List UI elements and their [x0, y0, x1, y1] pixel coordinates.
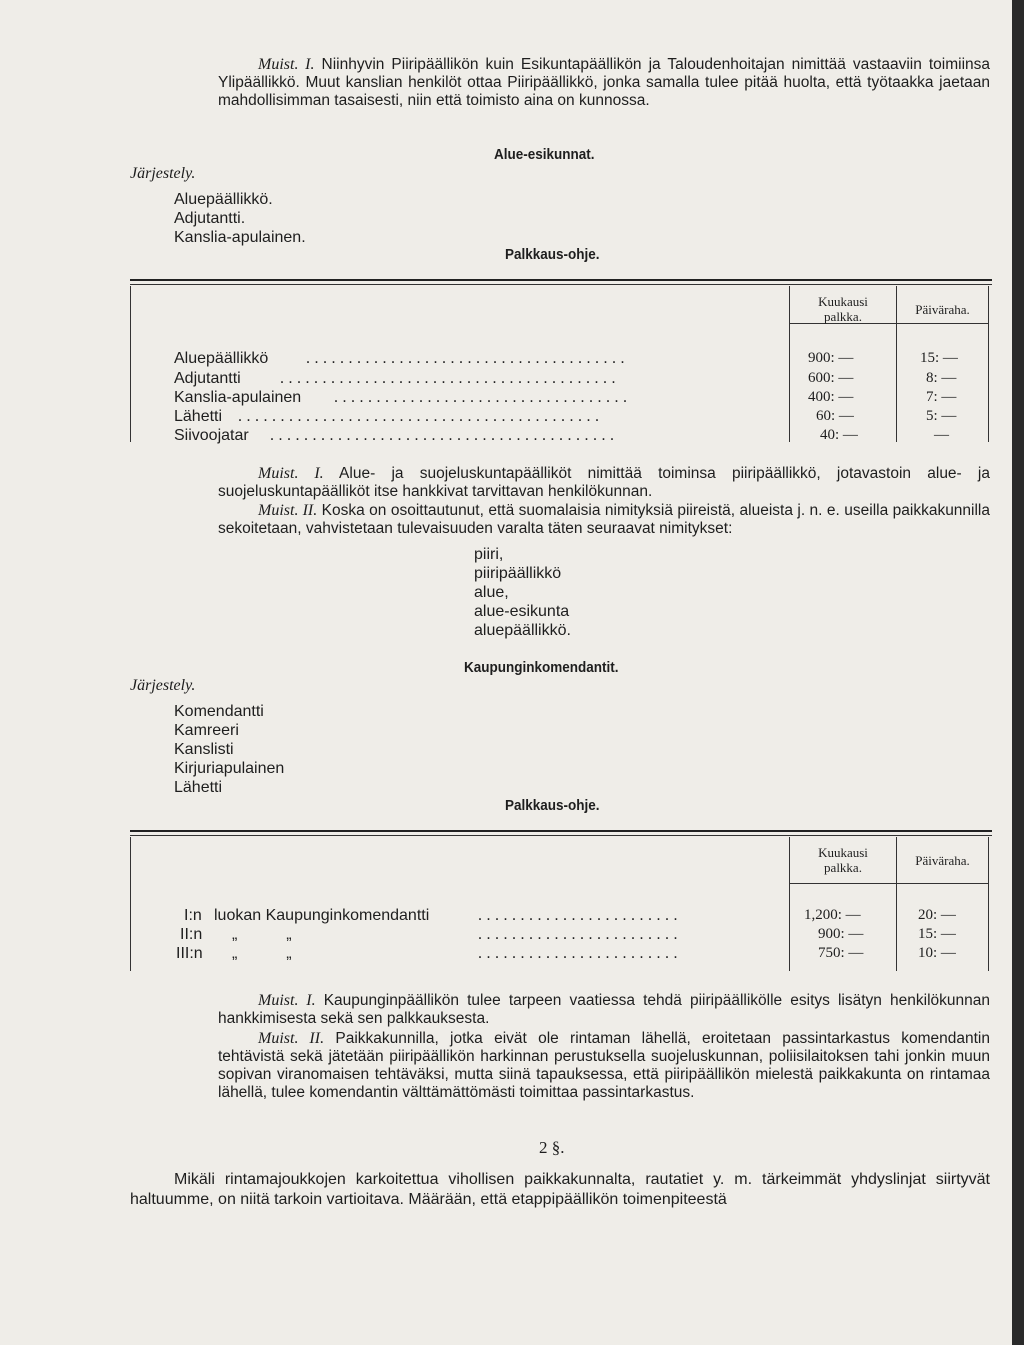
staff-item: Kamreeri	[174, 722, 239, 739]
table-row: Adjutantti ........................................ 600: — 8: —	[174, 370, 957, 387]
staff-item: Komendantti	[174, 703, 264, 720]
page-edge-shadow	[1012, 0, 1024, 1345]
section1-salary-heading: Palkkaus-ohje.	[505, 246, 600, 263]
table-row: II:n „ „ ........................ 900: — 15: —	[180, 926, 956, 943]
table-row: Lähetti ........................................... 60: — 5: —	[174, 408, 957, 425]
section1-note1: Muist. I. Alue- ja suojeluskuntapäälliköt nimittää toiminsa piiripäällikkö, jotavastoin alue- ja suojeluskuntapäälliköt itse hankkivat tarvittavan henkilökunnan.	[218, 465, 990, 500]
staff-item: Lähetti	[174, 779, 223, 796]
col-month-header: Kuukausi palkka.	[818, 845, 868, 875]
staff-item: Kanslisti	[174, 741, 234, 758]
intro-paragraph	[218, 56, 990, 110]
terms-list	[474, 545, 571, 640]
col-day-header: Päiväraha.	[915, 302, 970, 317]
staff-item: Kanslia-apulainen.	[174, 229, 306, 246]
col-month-header: Kuukausi palkka.	[818, 294, 868, 324]
table-row: Aluepäällikkö ...................................... 900: — 15: —	[174, 350, 958, 367]
section2-salary-heading: Palkkaus-ohje.	[505, 797, 600, 814]
section2-heading: Kaupunginkomendantit.	[464, 659, 619, 676]
col-day-header: Päiväraha.	[915, 853, 970, 868]
section3-paragraph: Mikäli rintamajoukkojen karkoitettua vihollisen paikkakunnalta, rautatiet y. m. tärkeimmät yhdyslinjat siirtyvät haltuumme, on niitä tarkoin vartioitava. Määrään, että etappipäällikön toimenpiteestä	[130, 1171, 990, 1208]
section1-jarjestely-label: Järjestely.	[130, 165, 196, 182]
staff-item: Aluepäällikkö.	[174, 191, 273, 208]
section2-jarjestely-label: Järjestely.	[130, 677, 196, 694]
section1-heading: Alue-esikunnat.	[494, 146, 595, 163]
section1-note2: Muist. II. Koska on osoittautunut, että suomalaisia nimityksiä piireistä, alueista j. n. e. useilla paikkakunnilla sekoitetaan, vahvistetaan tulevaisuuden varalta täten seuraavat nimitykset:	[218, 502, 991, 537]
term-item: alue-esikunta	[474, 603, 570, 620]
table-row: III:n „ „ ........................ 750: — 10: —	[176, 945, 956, 962]
intro-note-text: Niinhyvin Piiripäällikön kuin Esikuntapäällikön ja Taloudenhoitajan nimittää vastaaviin toimiinsa Ylipäällikkö. Muut kanslian henkilöt ottaa Piiripäällikkö, jonka samalla tulee pitää huolta, että työtaakka jaetaan mahdollisimman tasaisesti, niin että toimisto aina on kunnossa.	[218, 56, 991, 109]
section2-note1: Muist. I. Kaupunginpäällikön tulee tarpeen vaatiessa tehdä piiripäällikölle esitys lisätyn henkilökunnan hankkimisesta sekä sen palkkauksesta.	[218, 992, 990, 1027]
section1-staff-list	[174, 190, 306, 247]
intro-note-label: Muist. I.	[258, 56, 315, 73]
table-row: Kanslia-apulainen ................................... 400: — 7: —	[174, 389, 957, 406]
table-row: Siivoojatar ......................................... 40: — —	[174, 427, 949, 444]
term-item: piiripäällikkö	[474, 565, 562, 582]
table-row: I:n luokan Kaupunginkomendantti ........................ 1,200: — 20: —	[184, 907, 956, 924]
section2-note2: Muist. II. Paikkakunnilla, jotka eivät ole rintaman lähellä, eroitetaan passintarkastus komendantin tehtävistä sekä jätetään piiripäällikön harkinnan perustuksella suojeluskunnan, poliisilaitoksen tahi jonkin muun sopivan viranomaisen tehtäväksi, mutta siinä tapauksessa, että piiripäällikön mielestä paikkakunta on rintamaa lähellä, tulee komendantin välttämättömästi toimittaa passintarkastus.	[218, 1030, 990, 1101]
section-mark: 2 §.	[539, 1138, 565, 1157]
staff-item: Kirjuriapulainen	[174, 760, 285, 777]
term-item: aluepäällikkö.	[474, 622, 571, 639]
section2-staff-list	[174, 702, 284, 797]
term-item: piiri,	[474, 546, 504, 563]
term-item: alue,	[474, 584, 509, 601]
staff-item: Adjutantti.	[174, 210, 246, 227]
